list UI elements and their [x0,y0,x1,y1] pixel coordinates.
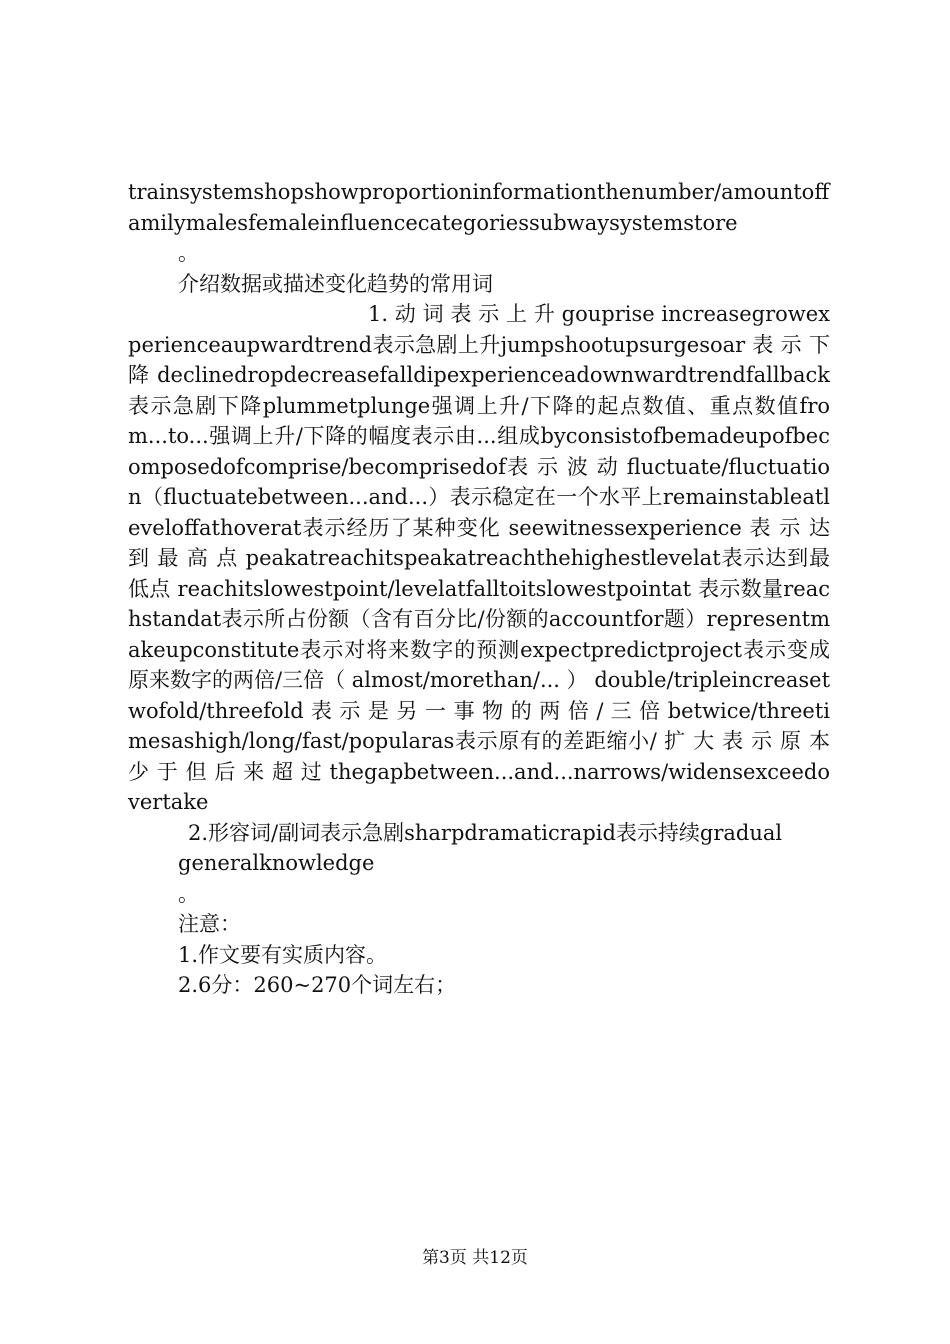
section-heading: 介绍数据或描述变化趋势的常用词 [178,271,493,296]
document-body [128,177,830,1001]
note-item-2: 2.6分：260~270个词左右； [178,973,457,997]
paragraph-vocabulary-list: trainsystemshopshowproportioninformationthenumber/amountoffamilymalesfemaleinfluencecategoriessubwaysystemstore [128,180,830,235]
paragraph-period-2: 。 [178,881,199,906]
paragraph-period: 。 [178,241,199,265]
note-heading: 注意： [178,912,241,936]
page-number-footer: 第3页 共12页 [422,1248,528,1268]
note-item-1: 1.作文要有实质内容。 [178,942,388,967]
paragraph-adjectives: 2.形容词/副词表示急剧sharpdramaticrapid表示持续gradual [188,820,783,845]
paragraph-general-knowledge: generalknowledge [178,851,375,875]
paragraph-verbs: 1. 动 词 表 示 上 升 gouprise increasegrowexperienceaupwardtrend表示急剧上升jumpshootupsurgesoar 表 示 下 降 declinedropdecreasefalldipexperienceadownwardtrendfallback表示急剧下降plummetplunge强调上升/下降的起点数值、重点数值from...to...强调上升/下降的幅度表示由...组成byconsistofbemadeupofbecomposedofcomprise/becomprisedof表 示 波 动 fluctuate/fluctuation（fluctuatebetween...and...）表示稳定在一个水平上remainstableatleveloffathoverat表示经历了某种变化 seewitnessexperience 表 示 达 到 最 高 点 peakatreachitspeakatreachthehighestlevelat表示达到最低点 reachitslowestpoint/levelatfalltoitslowestpointat 表示数量reachstandat表示所占份额（含有百分比/份额的accountfor题）representmakeupconstitute表示对将来数字的预测expectpredictproject表示变成原来数字的两倍/三倍（ almost/morethan/... ） double/tripleincreasetwofold/threefold 表 示 是 另 一 事 物 的 两 倍 / 三 倍 betwice/threetimesashigh/long/fast/popularas表示原有的差距缩小/ 扩 大 表 示 原 本 少 于 但 后 来 超 过 thegapbetween...and...narrows/widensexceedovertake [128,302,831,814]
